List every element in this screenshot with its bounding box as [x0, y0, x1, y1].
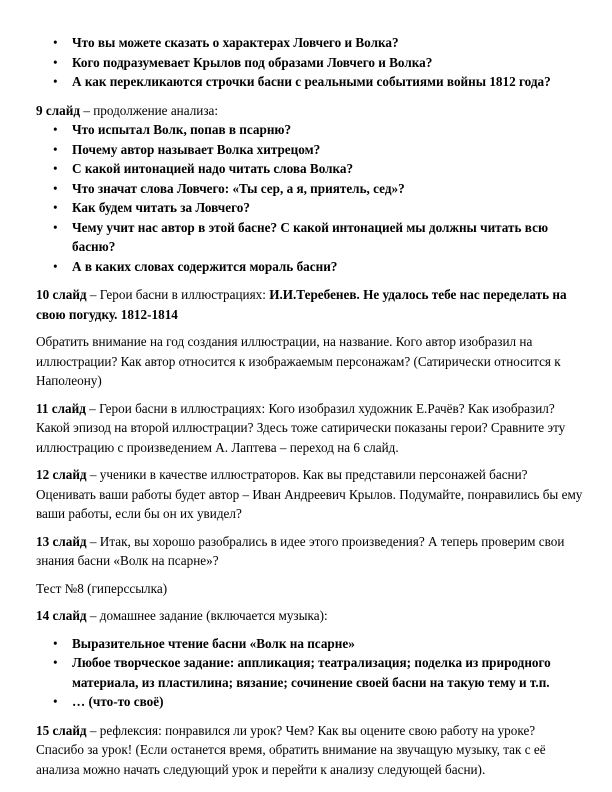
slide-9-paragraph: 9 слайд – продолжение анализа:: [36, 102, 219, 118]
bullet-icon: •: [53, 54, 58, 70]
bullet-icon: •: [53, 655, 58, 670]
bullet-icon: •: [53, 200, 58, 215]
slide-label: 10 слайд: [36, 287, 87, 302]
bullet-icon: •: [53, 694, 58, 709]
slide-label: 11 слайд: [36, 400, 86, 416]
list-item: • А в каких словах содержится мораль басни?: [36, 257, 584, 277]
list-item: • Любое творческое задание: аппликация; театрализация; поделка из природного материала, из пластилина; вязание; сочинение своей басни на такую тему и т.п.: [53, 655, 551, 690]
slide-label: 14 слайд: [36, 608, 87, 623]
bullet-icon: •: [53, 258, 58, 274]
slide-11-paragraph: 11 слайд – Герои басни в иллюстрациях: Кого изобразил художник Е.Рачёв? Как изобразил? Какой эпизод на второй иллюстрации? Здесь тоже сатирически показаны герои? Сравните эту иллюстрацию с произведением А. Лаптева – переход на 6 слайд.: [36, 400, 566, 455]
slide-14-paragraph: 14 слайд – домашнее задание (включается музыка):: [36, 608, 328, 623]
list-item: • Как будем читать за Ловчего?: [36, 198, 584, 218]
slide-label: 13 слайд: [36, 533, 87, 549]
list-item: • Чему учит нас автор в этой басне? С какой интонацией мы должны читать всю басню?: [53, 219, 549, 254]
test-link-paragraph: Тест №8 (гиперссылка): [36, 580, 168, 596]
bullet-icon: •: [53, 141, 58, 157]
bullet-icon: •: [53, 35, 58, 50]
list-item: • С какой интонацией надо читать слова Волка?: [36, 159, 584, 179]
slide-12-paragraph: 12 слайд – ученики в качестве иллюстраторов. Как вы представили персонажей басни? Оценивать ваши работы будет автор – Иван Андреевич Крылов. Подумайте, понравились бы ему ваши работы, если бы он их увидел?: [36, 467, 583, 521]
questions-list-1: [36, 33, 584, 92]
slide-label: 12 слайд: [36, 467, 87, 482]
bullet-icon: •: [53, 180, 58, 196]
list-item: • Что значат слова Ловчего: «Ты сер, а я, приятель, сед»?: [36, 179, 584, 199]
bullet-icon: •: [53, 219, 58, 235]
homework-list: [36, 634, 584, 712]
slide-label: 9 слайд: [36, 102, 81, 118]
list-item: • Что вы можете сказать о характерах Ловчего и Волка?: [36, 33, 584, 53]
list-item: • Выразительное чтение басни «Волк на псарне»: [36, 634, 584, 654]
list-item: • А как перекликаются строчки басни с реальными событиями войны 1812 года?: [36, 72, 584, 92]
slide-label: 15 слайд: [36, 722, 87, 738]
list-item: • … (что-то своё): [36, 692, 584, 712]
slide-13-paragraph: 13 слайд – Итак, вы хорошо разобрались в идее этого произведения? А теперь проверим свои знания басни «Волк на псарне»?: [36, 533, 565, 568]
questions-list-2: [36, 120, 584, 276]
bullet-icon: •: [53, 74, 58, 89]
bullet-icon: •: [53, 122, 58, 137]
slide-15-paragraph: 15 слайд – рефлексия: понравился ли урок? Чем? Как вы оцените свою работу на уроке? Спасибо за урок! (Если останется время, обратить внимание на звучащую музыку, так с её анализа можно начать следующий урок и перейти к анализу следующей басни).: [36, 722, 546, 777]
bullet-icon: •: [53, 635, 58, 651]
illustration-title: И.И.Теребенев. Не удалось тебе нас переделать на свою погудку. 1812-1814: [36, 287, 567, 322]
list-item: • Почему автор называет Волка хитрецом?: [36, 140, 584, 160]
list-item: • Что испытал Волк, попав в псарню?: [36, 120, 584, 140]
illustration-note-paragraph: Обратить внимание на год создания иллюстрации, на название. Кого автор изобразил на иллюстрации? Как автор относится к изображаемым персонажам? (Сатирически относится к Наполеону): [36, 334, 561, 388]
list-item: • Кого подразумевает Крылов под образами Ловчего и Волка?: [36, 53, 584, 73]
document-body: [36, 33, 584, 779]
bullet-icon: •: [53, 161, 58, 176]
slide-10-paragraph: 10 слайд – Герои басни в иллюстрациях: И.И.Теребенев. Не удалось тебе нас переделать на свою погудку. 1812-1814: [36, 287, 567, 322]
